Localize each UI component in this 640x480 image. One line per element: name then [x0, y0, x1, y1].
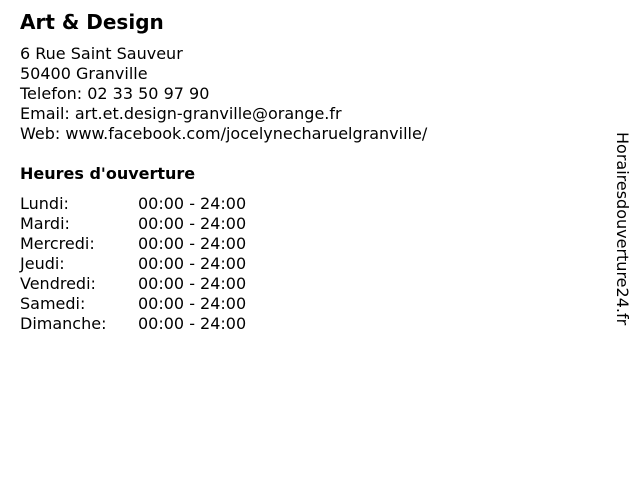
time-range: 00:00 - 24:00: [138, 214, 247, 233]
day-label: Mercredi:: [20, 234, 95, 253]
address-city: 50400 Granville: [20, 64, 148, 83]
business-name: Art & Design: [20, 10, 164, 34]
hours-row-thursday: [20, 254, 278, 274]
web-line: Web: www.facebook.com/jocelynecharuelgranville/: [20, 124, 428, 143]
hours-row-sunday: [20, 314, 278, 334]
day-label: Dimanche:: [20, 314, 107, 333]
time-range: 00:00 - 24:00: [138, 234, 247, 253]
hours-row-saturday: [20, 294, 278, 314]
hours-row-tuesday: [20, 214, 278, 234]
contact-info: [20, 44, 427, 144]
time-range: 00:00 - 24:00: [138, 194, 247, 213]
phone-line: Telefon: 02 33 50 97 90: [20, 84, 210, 103]
hours-table: [20, 194, 278, 334]
time-range: 00:00 - 24:00: [138, 274, 247, 293]
day-label: Vendredi:: [20, 274, 96, 293]
hours-heading: Heures d'ouverture: [20, 164, 196, 183]
day-label: Jeudi:: [20, 254, 65, 273]
hours-row-friday: [20, 274, 278, 294]
time-range: 00:00 - 24:00: [138, 314, 247, 333]
address-street: 6 Rue Saint Sauveur: [20, 44, 183, 63]
day-label: Lundi:: [20, 194, 69, 213]
hours-row-monday: [20, 194, 278, 214]
time-range: 00:00 - 24:00: [138, 254, 247, 273]
email-line: Email: art.et.design-granville@orange.fr: [20, 104, 342, 123]
day-label: Mardi:: [20, 214, 70, 233]
hours-row-wednesday: [20, 234, 278, 254]
day-label: Samedi:: [20, 294, 86, 313]
site-brand-label: Horairesdouverture24.fr: [613, 132, 632, 326]
time-range: 00:00 - 24:00: [138, 294, 247, 313]
